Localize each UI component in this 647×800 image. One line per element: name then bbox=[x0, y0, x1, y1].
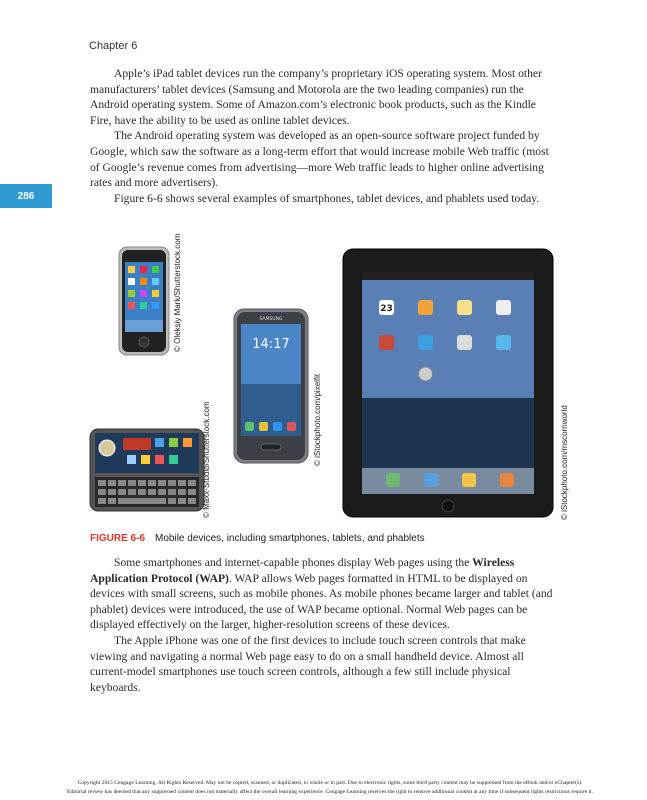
paragraph-iphone: The Apple iPhone was one of the first devices to include touch screen controls that make viewing and navigating a normal Web page easy to do on a small handheld device. Almost all current-model smartphones use touch screen controls, although a few still include physical keyboards. bbox=[90, 633, 526, 694]
figure-label: FIGURE 6-6 bbox=[90, 533, 146, 544]
paragraph-wap bbox=[90, 555, 560, 633]
chapter-header: Chapter 6 bbox=[89, 40, 138, 52]
keyboard-phone-image bbox=[89, 428, 205, 512]
tablet-image bbox=[342, 248, 554, 518]
phablet-image bbox=[233, 308, 309, 464]
intro-text bbox=[90, 66, 560, 206]
figure-caption-text: Mobile devices, including smartphones, tablets, and phablets bbox=[155, 533, 425, 544]
credit-phablet: © iStockphoto.com/pixelfit bbox=[313, 373, 322, 466]
credit-phone2: © Maxx-Studio/Shutterstock.com bbox=[202, 401, 211, 518]
paragraph-wap-part2: . WAP allows Web pages formatted in HTML to be displayed on devices with small screens, such as mobile phones. As mobile phones became larger and tablet (and phablet) devices were introduced, the use of WAP became optional. Normal Web pages can be displayed effectively on the larger, higher-resolution screens of these devices. bbox=[90, 571, 553, 632]
term-wap: Wireless Application Protocol (WAP) bbox=[90, 556, 515, 585]
figure-caption bbox=[90, 533, 570, 544]
paragraph-ipad bbox=[90, 66, 560, 128]
page-number-tab: 286 bbox=[0, 184, 52, 208]
figure-mobile-devices bbox=[85, 233, 575, 525]
paragraph-ipad-line1: Apple’s iPad tablet devices run the company’s proprietary iOS operating system. bbox=[114, 67, 489, 80]
phablet-brand: SAMSUNG bbox=[259, 317, 283, 322]
tablet-calendar-date: 23 bbox=[380, 304, 393, 314]
smartphone-image bbox=[118, 246, 170, 356]
copyright-line1: Copyright 2015 Cengage Learning. All Rights Reserved. May not be copied, scanned, or duplicated, in whole or in part. Due to electronic rights, some third party content may be suppressed from the eBook and/or eChapter(s). bbox=[77, 780, 583, 786]
paragraph-wap-part1: Some smartphones and internet-capable phones display Web pages using the bbox=[114, 556, 473, 569]
copyright-footer bbox=[30, 779, 630, 797]
phablet-clock: 14:17 bbox=[252, 337, 290, 352]
credit-tablet: © iStockphoto.com/mscornworld bbox=[560, 405, 569, 520]
paragraph-android: The Android operating system was developed as an open-source software project funded by Google, which saw the software as a long-term effort that would increase mobile Web traffic (most of Google’s revenue comes from advertising—more Web traffic leads to higher online advertising rates and more advertisers). bbox=[90, 129, 549, 190]
copyright-line2: Editorial review has deemed that any suppressed content does not materially affect the overall learning experience. Cengage Learning reserves the right to remove additional content at any time if subsequent rights restrictions require it. bbox=[67, 789, 593, 795]
paragraph-ipad-rest: Most other manufacturers’ tablet devices (Samsung and Motorola are the two leading companies) run the Android operating system. Some of Amazon.com’s electronic book products, such as the Kindle Fire, have the ability to be used as online tablet devices. bbox=[90, 67, 542, 127]
credit-phone1: © Oleksiy Mark/Shutterstock.com bbox=[173, 233, 182, 352]
wap-text bbox=[90, 555, 560, 695]
paragraph-figure-ref: Figure 6-6 shows several examples of smartphones, tablet devices, and phablets used today. bbox=[114, 191, 540, 205]
